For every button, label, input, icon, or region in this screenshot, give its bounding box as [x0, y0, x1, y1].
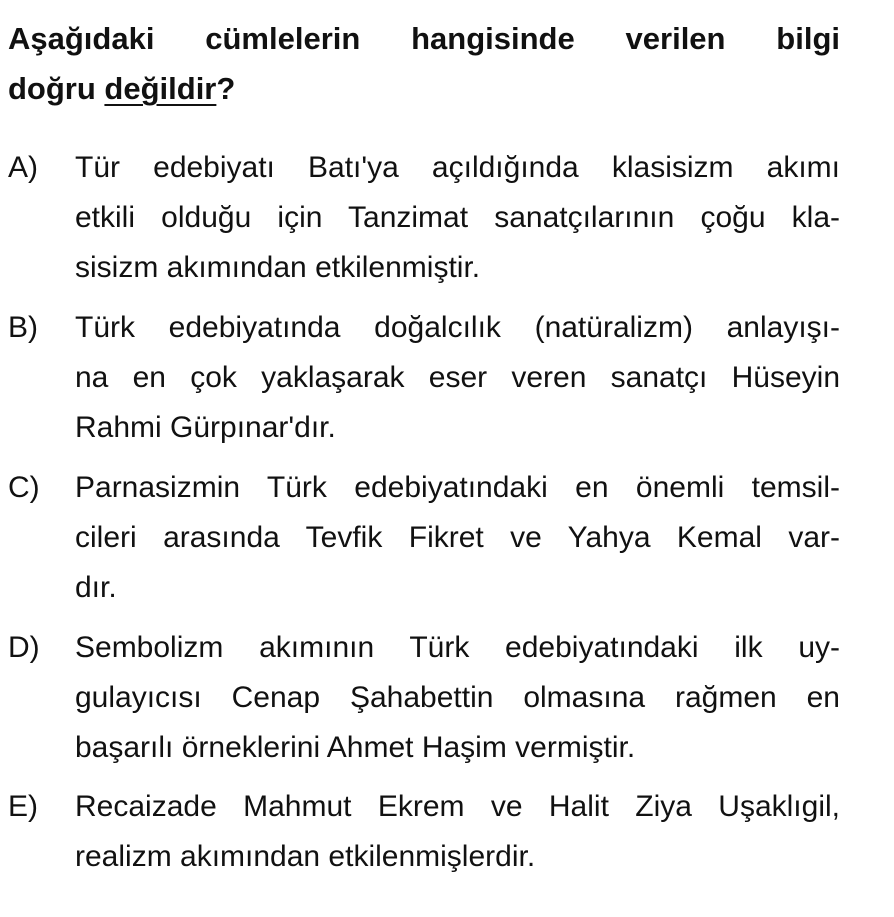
option-b-text — [75, 303, 840, 453]
option-a-text — [75, 143, 840, 293]
option-e-line-2: realizm akımından etkilenmişlerdir. — [75, 840, 536, 873]
option-c-text — [75, 463, 840, 613]
question-negation-underlined: değildir — [104, 71, 217, 106]
option-d-line-3: başarılı örneklerini Ahmet Haşim vermiştir. — [75, 731, 636, 764]
option-b-line-2: na en çok yaklaşarak eser veren sanatçı Hüseyin — [75, 361, 840, 394]
option-d-letter: D) — [8, 631, 40, 664]
option-d-line-2: gulayıcısı Cenap Şahabettin olmasına rağmen en — [75, 681, 840, 714]
option-c-line-3: dır. — [75, 571, 117, 604]
question-line-1: Aşağıdaki cümlelerin hangisinde verilen bilgi — [8, 21, 840, 56]
option-a-line-2: etkili olduğu için Tanzimat sanatçılarının çoğu kla- — [75, 201, 840, 234]
question-line-2-prefix: doğru — [8, 71, 105, 106]
option-c-line-1: Parnasizmin Türk edebiyatındaki en önemli temsil- — [75, 471, 840, 504]
question-line-2 — [8, 64, 840, 114]
option-c-line-2: cileri arasında Tevfik Fikret ve Yahya Kemal var- — [75, 521, 840, 554]
question-mark: ? — [216, 71, 236, 106]
option-e-text — [75, 782, 840, 882]
option-d-line-1: Sembolizm akımının Türk edebiyatındaki ilk uy- — [75, 631, 840, 664]
option-a-line-1: Tür edebiyatı Batı'ya açıldığında klasisizm akımı — [75, 151, 840, 184]
option-e-line-1: Recaizade Mahmut Ekrem ve Halit Ziya Uşaklıgil, — [75, 790, 840, 823]
option-a-letter: A) — [8, 151, 38, 184]
option-c-letter: C) — [8, 471, 40, 504]
option-b-line-1: Türk edebiyatında doğalcılık (natüralizm) anlayışı- — [75, 311, 840, 344]
option-d-text — [75, 623, 840, 773]
option-e-letter: E) — [8, 790, 38, 823]
option-b-letter: B) — [8, 311, 38, 344]
option-a-line-3: sisizm akımından etkilenmiştir. — [75, 251, 481, 284]
option-b-line-3: Rahmi Gürpınar'dır. — [75, 411, 336, 444]
question-stem — [8, 14, 840, 114]
